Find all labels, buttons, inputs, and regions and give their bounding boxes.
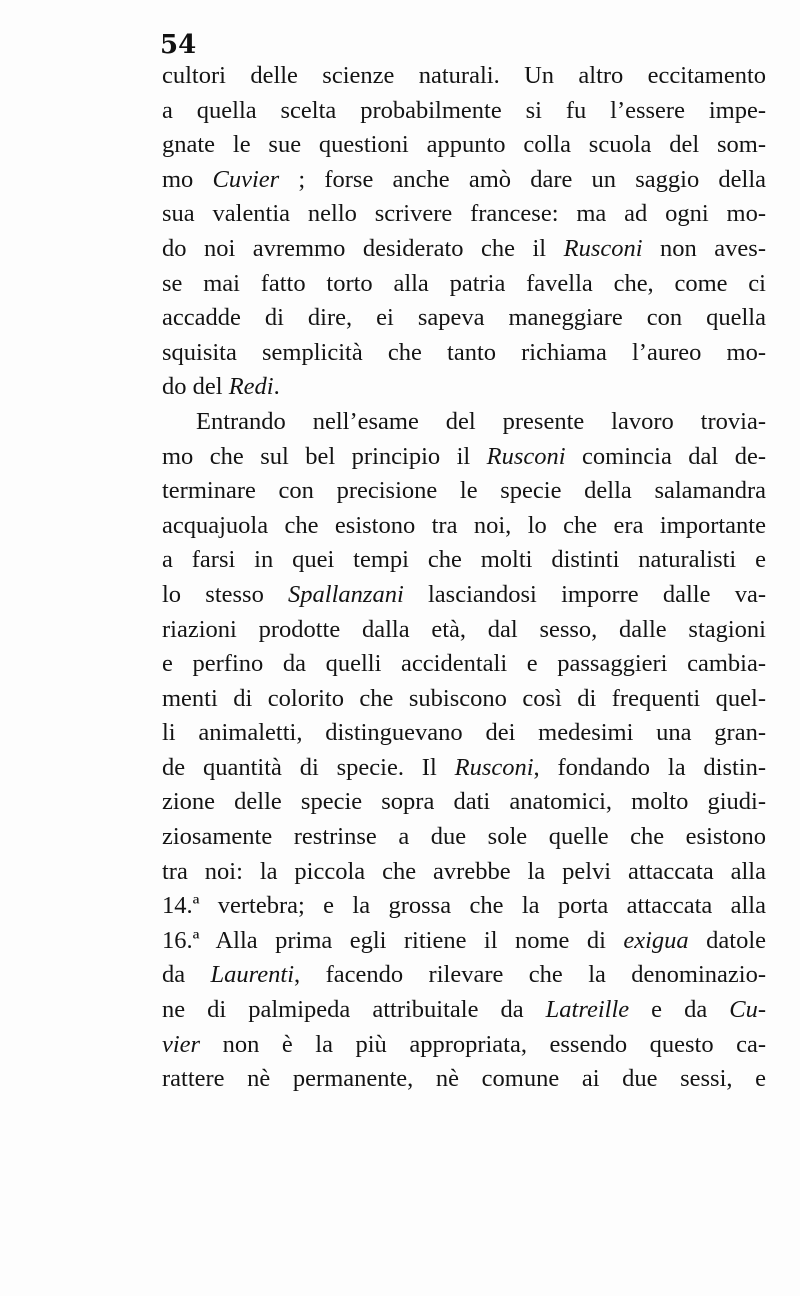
text-line: 14.ª vertebra; e la grossa che la porta attaccata alla <box>162 892 766 920</box>
text-line: tra noi: la piccola che avrebbe la pelvi attaccata alla <box>162 857 766 885</box>
text-line: rattere nè permanente, nè comune ai due sessi, e <box>162 1065 766 1093</box>
text-line: riazioni prodotte dalla età, dal sesso, dalle stagioni <box>162 615 766 643</box>
page-number: 54 <box>160 30 197 60</box>
body-text <box>162 59 766 1097</box>
text-line: de quantità di specie. Il Rusconi, fondando la distin- <box>162 753 767 781</box>
text-line: do del Redi. <box>162 373 280 401</box>
text-line: ne di palmipeda attribuitale da Latreille e da Cu- <box>162 996 766 1024</box>
text-line: se mai fatto torto alla patria favella che, come ci <box>162 269 766 297</box>
text-line: da Laurenti, facendo rilevare che la denominazio- <box>162 961 766 989</box>
text-line: acquajuola che esistono tra noi, lo che era importante <box>162 511 766 539</box>
text-line: terminare con precisione le specie della salamandra <box>162 477 766 505</box>
text-line: e perfino da quelli accidentali e passaggieri cambia- <box>162 650 766 678</box>
text-line: mo Cuvier ; forse anche amò dare un saggio della <box>162 165 766 193</box>
text-line: do noi avremmo desiderato che il Rusconi non aves- <box>162 234 766 262</box>
text-line: a quella scelta probabilmente si fu l’essere impe- <box>162 96 766 124</box>
text-line: ziosamente restrinse a due sole quelle che esistono <box>162 823 766 851</box>
text-line: a farsi in quei tempi che molti distinti naturalisti e <box>162 546 766 574</box>
text-line: sua valentia nello scrivere francese: ma ad ogni mo- <box>162 200 766 228</box>
text-line: Entrando nell’esame del presente lavoro trovia- <box>196 407 766 435</box>
text-line: lo stesso Spallanzani lasciandosi imporre dalle va- <box>162 580 766 608</box>
text-line: zione delle specie sopra dati anatomici, molto giudi- <box>162 788 766 816</box>
text-line: accadde di dire, ei sapeva maneggiare con quella <box>162 304 766 332</box>
text-line: menti di colorito che subiscono così di frequenti quel- <box>162 684 766 712</box>
text-line: mo che sul bel principio il Rusconi comincia dal de- <box>162 442 766 470</box>
text-line: 16.ª Alla prima egli ritiene il nome di exigua datole <box>162 926 766 954</box>
text-line: li animaletti, distinguevano dei medesimi una gran- <box>162 719 766 747</box>
text-line: cultori delle scienze naturali. Un altro eccitamento <box>162 62 766 89</box>
text-line: vier non è la più appropriata, essendo questo ca- <box>162 1030 766 1058</box>
text-line: gnate le sue questioni appunto colla scuola del som- <box>162 131 766 159</box>
text-line: squisita semplicità che tanto richiama l’aureo mo- <box>162 338 766 366</box>
